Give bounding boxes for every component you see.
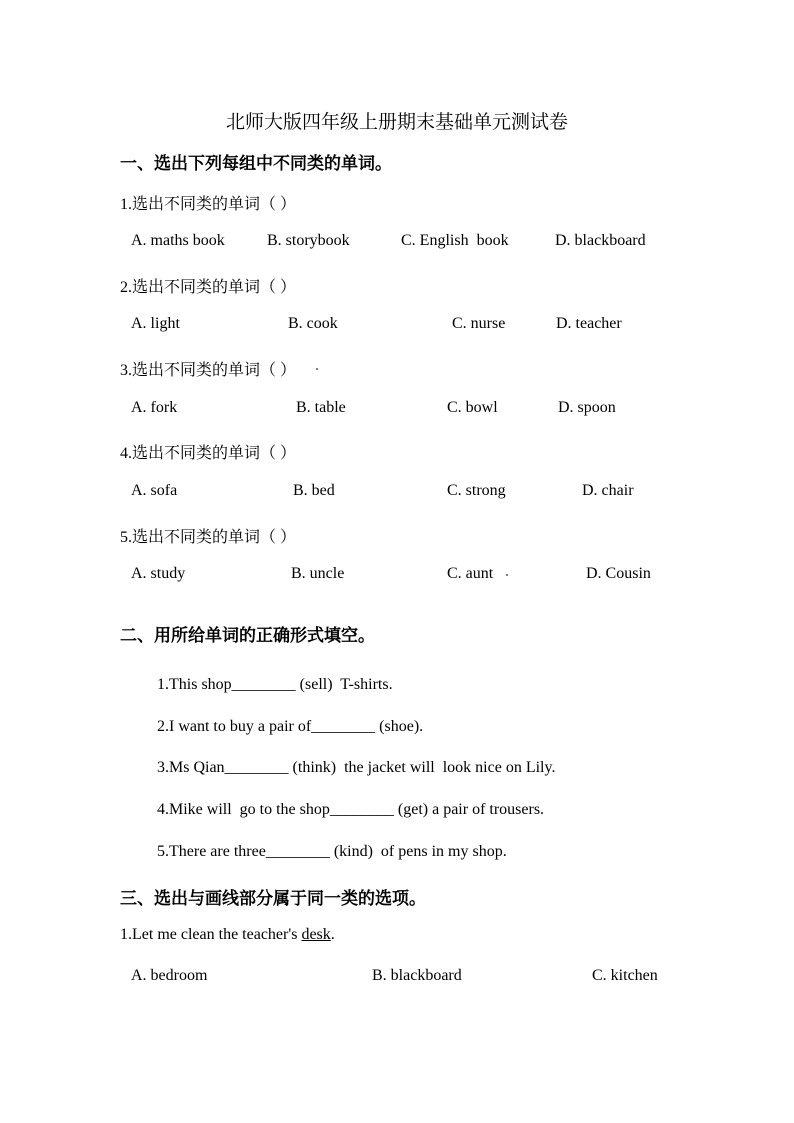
q4-option-c: C. strong	[447, 482, 506, 499]
question-1-stem: 1.选出不同类的单词（ ）	[120, 196, 297, 213]
underlined-word: desk	[301, 926, 331, 943]
question-4-stem: 4.选出不同类的单词（ ）	[120, 445, 297, 462]
question-3-stem: 3.选出不同类的单词（ ）	[120, 362, 297, 379]
fill-item-3: 3.Ms Qian________ (think) the jacket will look nice on Lily.	[157, 759, 556, 776]
question-5-stem: 5.选出不同类的单词（ ）	[120, 529, 297, 546]
q1-option-d: D. blackboard	[555, 232, 646, 249]
q4-option-b: B. bed	[293, 482, 335, 499]
s3-option-a: A. bedroom	[131, 967, 208, 984]
section-1-heading: 一、选出下列每组中不同类的单词。	[120, 154, 392, 173]
q3-option-a: A. fork	[131, 399, 178, 416]
fill-item-5: 5.There are three________ (kind) of pens in my shop.	[157, 843, 507, 860]
stem-end: .	[330, 926, 335, 943]
q2-option-c: C. nurse	[452, 315, 506, 332]
q5-option-a: A. study	[131, 565, 186, 582]
scan-speck	[506, 574, 508, 576]
fill-item-1: 1.This shop________ (sell) T-shirts.	[157, 676, 393, 693]
s3-option-c: C. kitchen	[592, 967, 658, 984]
scan-speck	[316, 368, 318, 370]
page-title: 北师大版四年级上册期末基础单元测试卷	[225, 112, 568, 133]
section-3-question-1-stem	[120, 926, 335, 944]
q5-option-c: C. aunt	[447, 565, 494, 582]
section-2-heading: 二、用所给单词的正确形式填空。	[120, 626, 375, 645]
q2-option-d: D. teacher	[556, 315, 622, 332]
q1-option-c: C. English book	[401, 232, 509, 249]
fill-item-4: 4.Mike will go to the shop________ (get) a pair of trousers.	[157, 801, 545, 818]
q1-option-a: A. maths book	[131, 232, 225, 249]
q5-option-d: D. Cousin	[586, 565, 651, 582]
question-2-stem: 2.选出不同类的单词（ ）	[120, 279, 297, 296]
q2-option-b: B. cook	[288, 315, 338, 332]
q3-option-d: D. spoon	[558, 399, 616, 416]
s3-option-b: B. blackboard	[372, 967, 462, 984]
q4-option-a: A. sofa	[131, 482, 178, 499]
q4-option-d: D. chair	[582, 482, 634, 499]
fill-item-2: 2.I want to buy a pair of________ (shoe).	[157, 718, 424, 735]
stem-text: 1.Let me clean the teacher's	[120, 926, 302, 943]
q5-option-b: B. uncle	[291, 565, 345, 582]
section-3-heading: 三、选出与画线部分属于同一类的选项。	[120, 889, 426, 908]
q1-option-b: B. storybook	[267, 232, 350, 249]
q3-option-c: C. bowl	[447, 399, 498, 416]
q3-option-b: B. table	[296, 399, 346, 416]
q2-option-a: A. light	[131, 315, 180, 332]
